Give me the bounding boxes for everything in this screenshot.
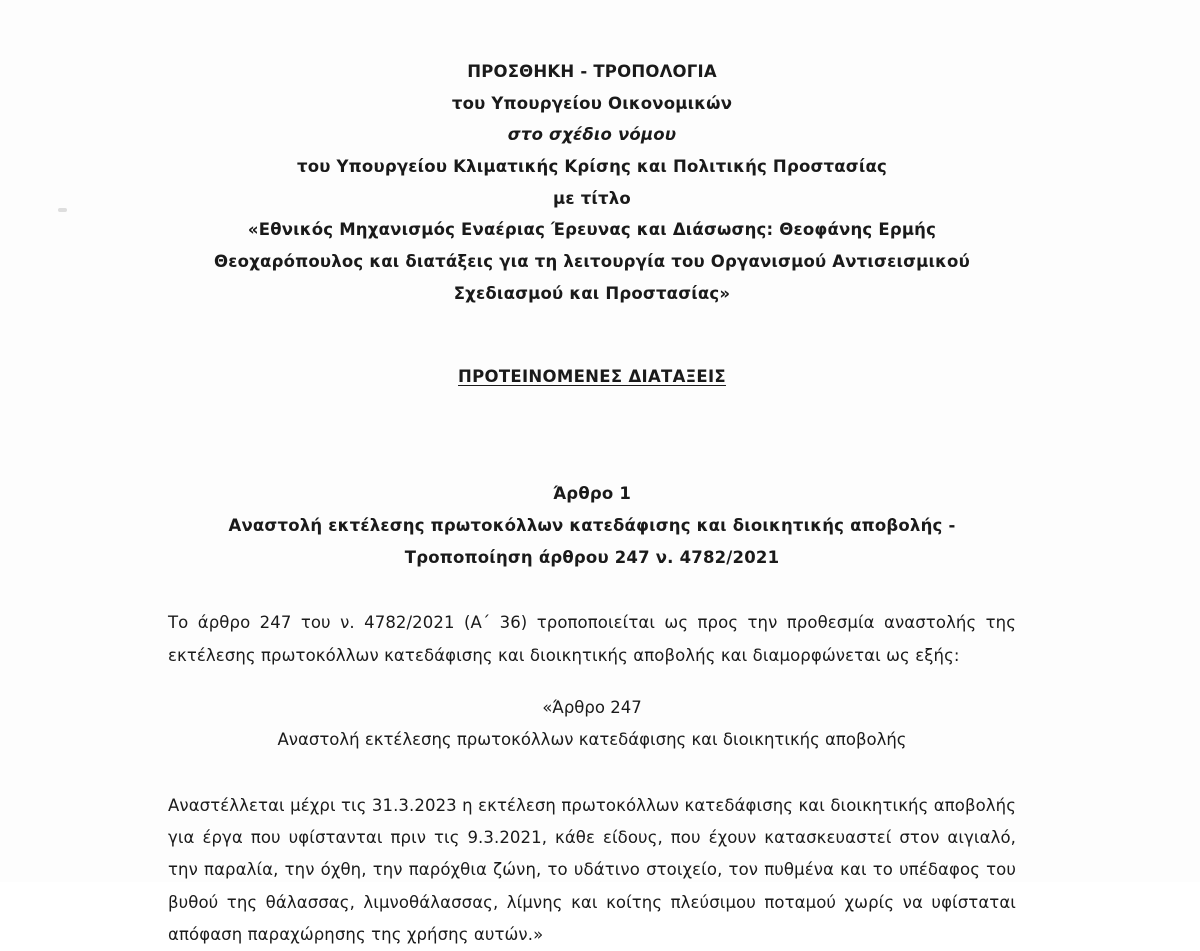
article-number: Άρθρο 1 (552, 484, 632, 504)
spacer-after-section-title (168, 386, 1016, 444)
quoted-article-heading (168, 692, 1016, 756)
document-content (168, 56, 1016, 951)
proposed-provisions-heading (168, 367, 1016, 386)
header-line-2: του Υπουργείου Οικονομικών (451, 93, 733, 113)
document-header (168, 56, 1016, 309)
header-line-5: με τίτλο (553, 188, 631, 208)
header-line-1: ΠΡΟΣΘΗΚΗ - ΤΡΟΠΟΛΟΓΙΑ (467, 62, 717, 81)
header-line-8: Σχεδιασμού και Προστασίας» (453, 283, 731, 303)
quoted-body-paragraph: Αναστέλλεται μέχρι τις 31.3.2023 η εκτέλεση πρωτοκόλλων κατεδάφισης και διοικητικής αποβολής για έργα που υφίστανται πριν τις 9.3.2021, κάθε είδους, που έχουν κατασκευαστεί στον αιγιαλό, την παραλία, την όχθη, την παρόχθια ζώνη, το υδάτινο στοιχείο, τον πυθμένα και το υπέδαφος του βυθού της θάλασσας, λιμνοθάλασσας, λίμνης και κοίτης πλεύσιμου ποταμού χωρίς να υφίσταται απόφαση παραχώρησης της χρήσης αυτών.» (168, 796, 1016, 944)
spacer-before-intro (168, 573, 1016, 607)
intro-paragraph: Το άρθρο 247 του ν. 4782/2021 (Α΄ 36) τροποποιείται ως προς την προθεσμία αναστολής της εκτέλεσης πρωτοκόλλων κατεδάφισης και διοικητικής αποβολής και διαμορφώνεται ως εξής: (168, 613, 1016, 665)
quoted-article-title: Αναστολή εκτέλεσης πρωτοκόλλων κατεδάφισης και διοικητικής αποβολής (277, 729, 907, 749)
quoted-article-number: «Άρθρο 247 (542, 697, 642, 717)
article-heading (168, 478, 1016, 573)
header-line-4: του Υπουργείου Κλιματικής Κρίσης και Πολιτικής Προστασίας (296, 157, 888, 177)
header-line-6: «Εθνικός Μηχανισμός Εναέριας Έρευνας και Διάσωσης: Θεοφάνης Ερμής (247, 220, 937, 240)
spacer-extra (168, 444, 1016, 478)
spacer-before-quoted-article (168, 672, 1016, 692)
header-line-3: στο σχέδιο νόμου (507, 125, 677, 145)
section-title-text: ΠΡΟΤΕΙΝΟΜΕΝΕΣ ΔΙΑΤΑΞΕΙΣ (458, 367, 726, 387)
article-title-line-1: Αναστολή εκτέλεσης πρωτοκόλλων κατεδάφισης και διοικητικής αποβολής - (228, 516, 956, 536)
spacer-before-quoted-body (168, 756, 1016, 790)
article-title-line-2: Τροποποίηση άρθρου 247 ν. 4782/2021 (404, 547, 780, 567)
header-line-7: Θεοχαρόπουλος και διατάξεις για τη λειτουργία του Οργανισμού Αντισεισμικού (214, 252, 970, 272)
page-artifact-mark (58, 208, 67, 212)
spacer-after-header (168, 309, 1016, 367)
